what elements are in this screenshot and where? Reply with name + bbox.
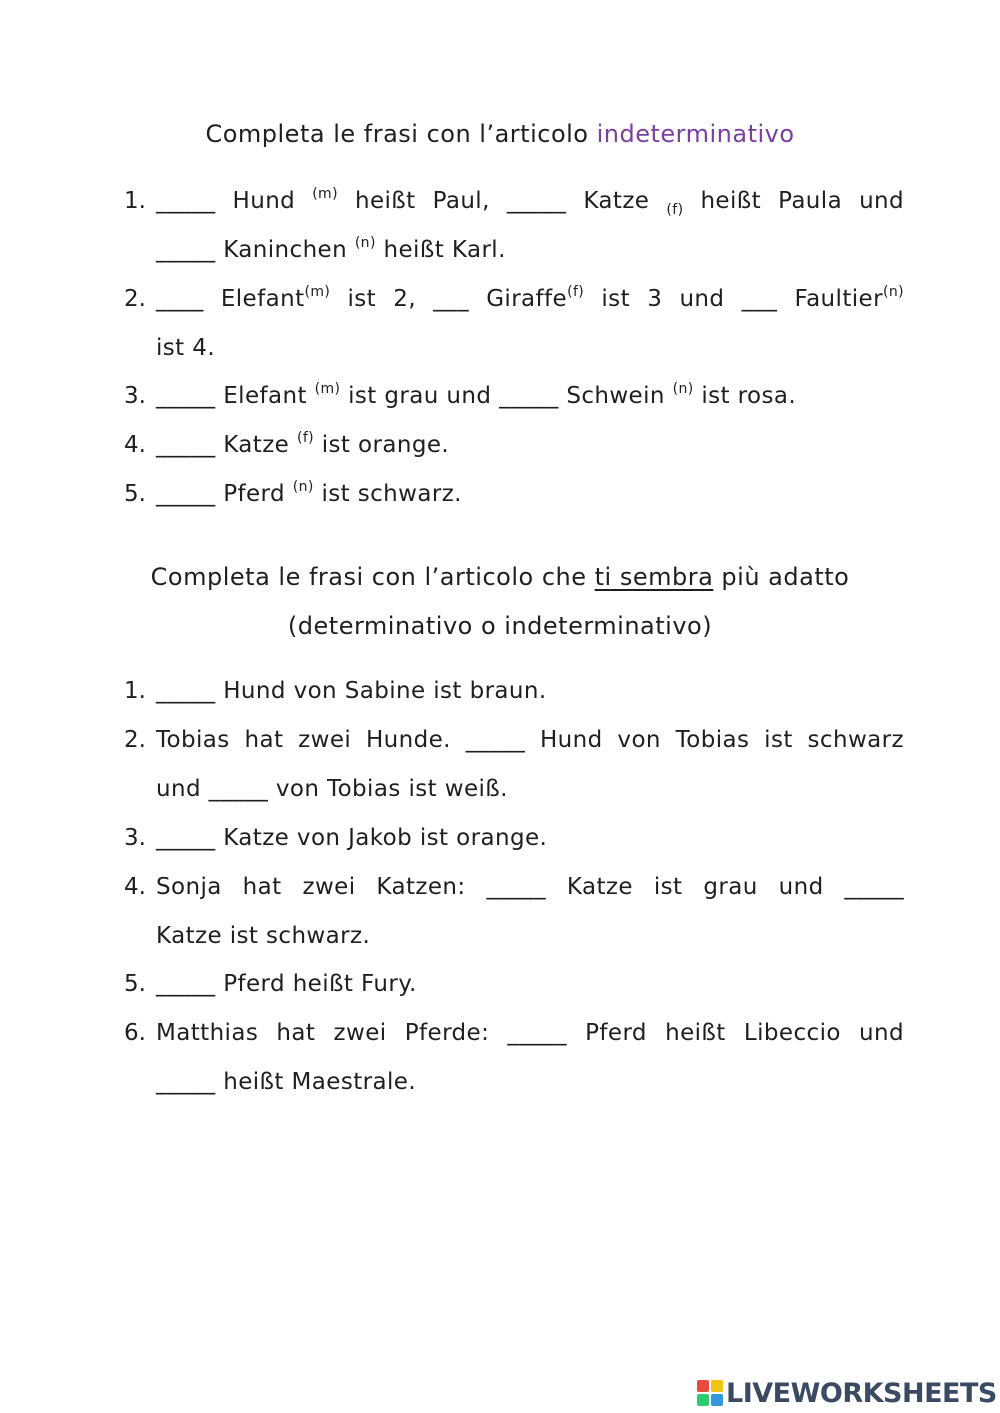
- exercise-line: Sonja hat zwei Katzen: _____ Katze ist grau und _____: [156, 874, 904, 900]
- exercise-line: _____ Pferd heißt Fury.: [156, 971, 417, 997]
- gender-marker: (n): [292, 479, 314, 495]
- logo-text: LIVEWORKSHEETS: [726, 1377, 997, 1409]
- item-number: 3.: [124, 383, 146, 409]
- item-number: 6.: [124, 1020, 146, 1046]
- blank[interactable]: ___: [433, 286, 469, 312]
- gender-marker: (f): [567, 284, 585, 300]
- gender-marker: (n): [354, 235, 376, 251]
- item-number: 1.: [124, 678, 146, 704]
- item-number: 4.: [124, 432, 146, 458]
- item-number: 3.: [124, 825, 146, 851]
- blank[interactable]: _____: [156, 383, 216, 409]
- exercise-line: _____ Elefant $^{(m)}$ ist grau und _____ Schwein $^{(n)}$ ist rosa.: [156, 381, 797, 409]
- item-number: 2.: [124, 727, 146, 753]
- blank[interactable]: _____: [156, 481, 216, 507]
- blank[interactable]: ____: [156, 286, 204, 312]
- blank[interactable]: _____: [499, 383, 559, 409]
- item-number: 1.: [124, 188, 146, 214]
- exercise-line: ____ Elefant$^{(m)}$ ist 2, ___ Giraffe$^{(f)}$ ist 3 und ___ Faultier$^{(n)}$: [156, 284, 904, 312]
- gender-marker: (f): [666, 202, 684, 218]
- section-2-title: Completa le frasi con l’articolo che ti sembra più adatto: [150, 563, 850, 591]
- exercise-line: ist 4.: [156, 335, 216, 361]
- blank[interactable]: _____: [156, 432, 216, 458]
- liveworksheets-logo[interactable]: [697, 1378, 997, 1408]
- exercise-line: Tobias hat zwei Hunde. _____ Hund von Tobias ist schwarz: [156, 727, 904, 753]
- exercise-line: _____ Pferd $^{(n)}$ ist schwarz.: [156, 479, 462, 507]
- item-number: 2.: [124, 286, 146, 312]
- item-number: 4.: [124, 874, 146, 900]
- exercise-line: _____ Katze von Jakob ist orange.: [156, 825, 548, 851]
- exercise-line: _____ Hund von Sabine ist braun.: [156, 678, 547, 704]
- highlight-word: indeterminativo: [596, 120, 795, 148]
- exercise-line: _____ Kaninchen $^{(n)}$ heißt Karl.: [156, 235, 506, 263]
- blank[interactable]: _____: [156, 237, 216, 263]
- exercise-line: Katze ist schwarz.: [156, 923, 371, 949]
- exercise-line: Matthias hat zwei Pferde: _____ Pferd heißt Libeccio und: [156, 1020, 904, 1046]
- underlined-phrase: ti sembra: [594, 563, 714, 591]
- gender-marker: (m): [314, 381, 341, 397]
- gender-marker: (n): [882, 284, 904, 300]
- item-number: 5.: [124, 481, 146, 507]
- section-1-title: Completa le frasi con l’articolo indeterminativo: [205, 120, 795, 148]
- gender-marker: (n): [672, 381, 694, 397]
- logo-icon: [697, 1380, 723, 1406]
- exercise-line: _____ heißt Maestrale.: [156, 1069, 417, 1095]
- gender-marker: (f): [296, 430, 315, 446]
- item-number: 5.: [124, 971, 146, 997]
- exercise-line: _____ Hund $^{(m)}$ heißt Paul, _____ Katze $_{(f)}$ heißt Paula und: [156, 186, 905, 218]
- blank[interactable]: _____: [506, 188, 567, 214]
- exercise-line: _____ Katze $^{(f)}$ ist orange.: [156, 430, 450, 458]
- section-2-subtitle: (determinativo o indeterminativo): [287, 612, 713, 640]
- blank[interactable]: _____: [156, 188, 216, 214]
- exercise-line: und _____ von Tobias ist weiß.: [156, 776, 508, 802]
- gender-marker: (m): [312, 186, 338, 202]
- blank[interactable]: ___: [741, 286, 778, 312]
- gender-marker: (m): [304, 284, 331, 300]
